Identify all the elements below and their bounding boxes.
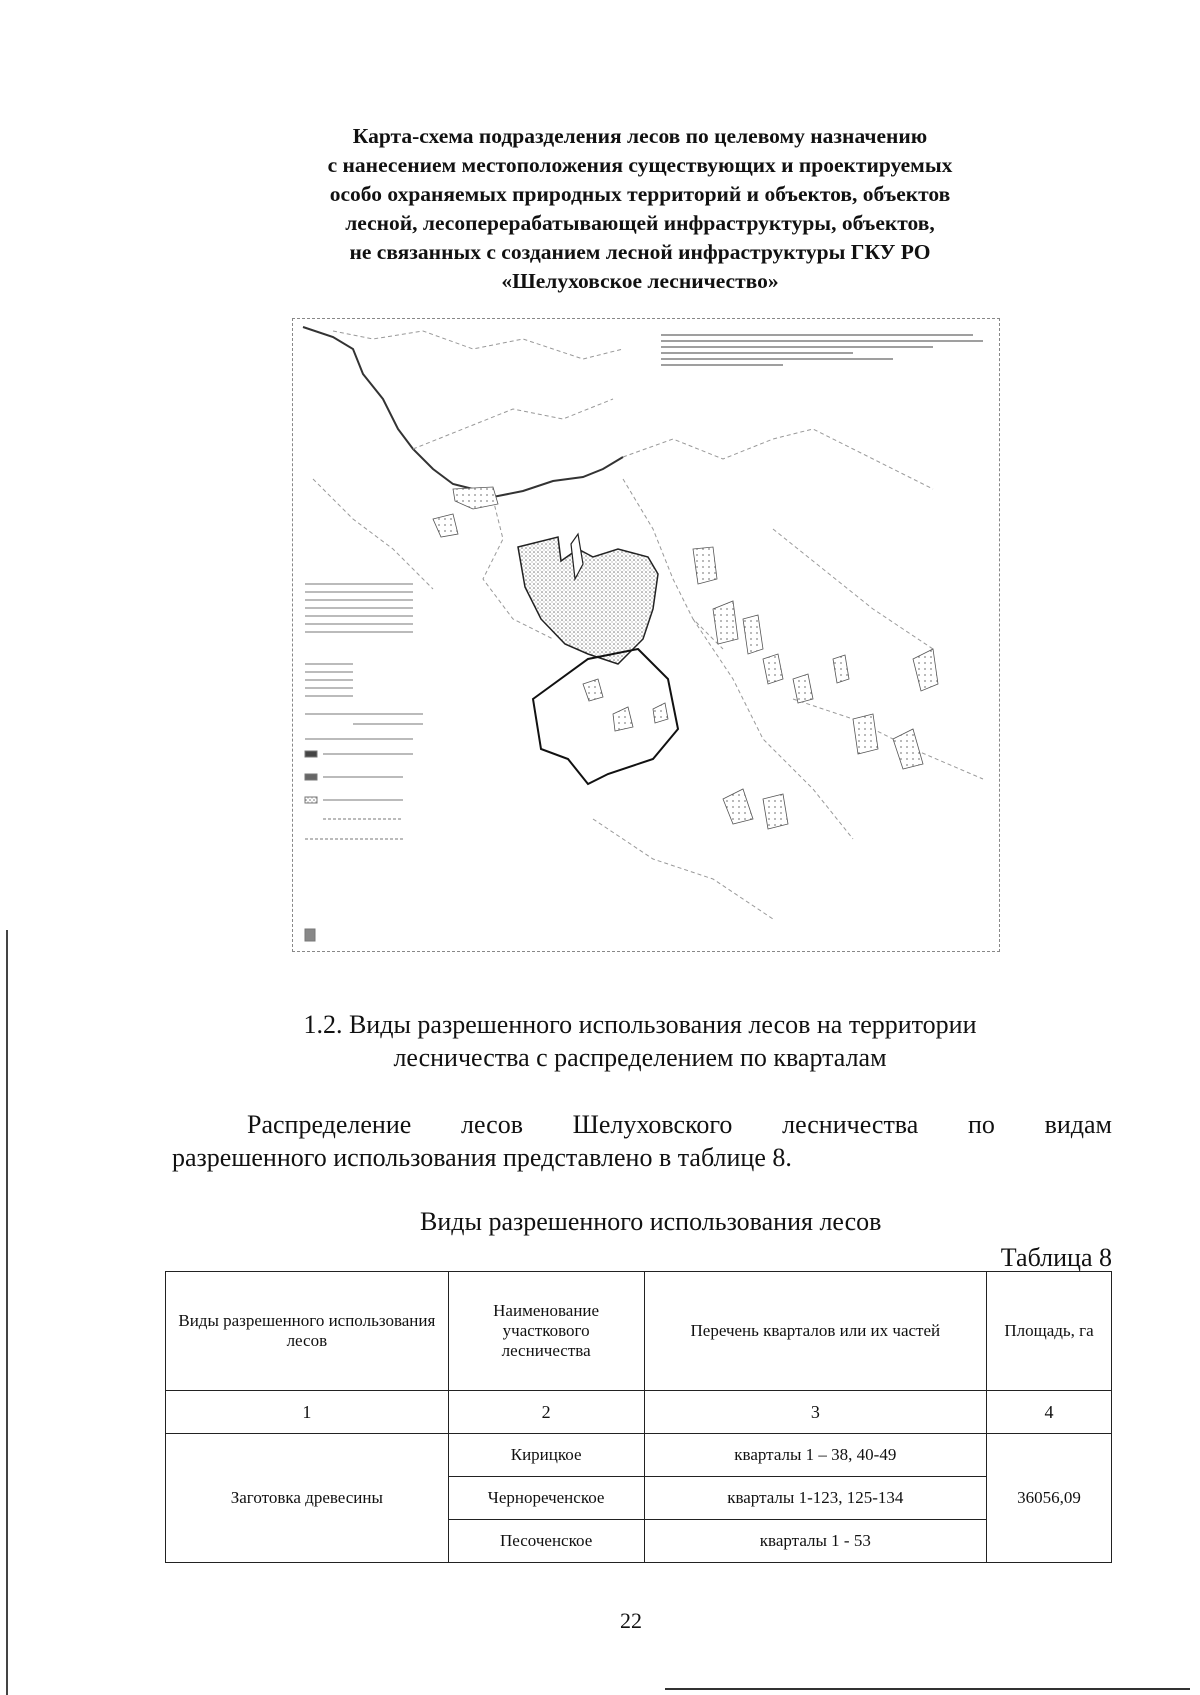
column-number: 2 bbox=[448, 1391, 644, 1434]
district-cell: Кирицкое bbox=[448, 1434, 644, 1477]
column-number: 1 bbox=[166, 1391, 449, 1434]
map-title-line: Карта-схема подразделения лесов по целевому назначению bbox=[352, 124, 928, 148]
table-row bbox=[166, 1434, 1112, 1477]
forest-map-image bbox=[292, 318, 1000, 952]
district-cell: Песоченское bbox=[448, 1520, 644, 1563]
intro-line-2: разрешенного использования представлено в таблице 8. bbox=[172, 1143, 792, 1172]
column-number: 3 bbox=[644, 1391, 987, 1434]
page-number: 22 bbox=[620, 1608, 642, 1633]
intro-line-1: Распределение лесов Шелуховского лесничества по видам bbox=[247, 1110, 1112, 1139]
column-number-row bbox=[166, 1391, 1112, 1434]
river-line bbox=[303, 327, 623, 497]
area-cell: 36056,09 bbox=[987, 1434, 1112, 1563]
quarters-cell: кварталы 1 – 38, 40-49 bbox=[644, 1434, 987, 1477]
header-cell-district: Наименование участкового лесничества bbox=[448, 1272, 644, 1391]
district-cell: Чернореченское bbox=[448, 1477, 644, 1520]
quarters-cell: кварталы 1-123, 125-134 bbox=[644, 1477, 987, 1520]
forest-patches bbox=[433, 487, 938, 829]
table-title: Виды разрешенного использования лесов bbox=[420, 1207, 882, 1236]
forest-map-drawing bbox=[293, 319, 999, 951]
map-title-line: особо охраняемых природных территорий и объектов, объектов bbox=[329, 182, 951, 206]
forest-use-table bbox=[165, 1271, 1112, 1563]
header-cell-quarters: Перечень кварталов или их частей bbox=[644, 1272, 987, 1391]
table-label: Таблица 8 bbox=[1000, 1243, 1112, 1272]
map-title bbox=[270, 122, 1010, 296]
map-title-line: «Шелуховское лесничество» bbox=[501, 269, 779, 293]
section-heading bbox=[200, 1008, 1080, 1074]
map-title-line: лесной, лесоперерабатывающей инфраструктуры, объектов, bbox=[345, 211, 935, 235]
map-caption bbox=[661, 335, 983, 365]
header-cell-area: Площадь, га bbox=[987, 1272, 1112, 1391]
map-legend bbox=[305, 584, 423, 941]
table-header-row bbox=[166, 1272, 1112, 1391]
intro-paragraph bbox=[172, 1108, 1112, 1174]
header-cell-use-type: Виды разрешенного использования лесов bbox=[166, 1272, 449, 1391]
map-title-line: с нанесением местоположения существующих и проектируемых bbox=[327, 153, 953, 177]
scan-edge-left bbox=[6, 930, 8, 1695]
protected-zone bbox=[518, 537, 658, 664]
section-heading-line: лесничества с распределением по кварталам bbox=[393, 1043, 887, 1072]
quarters-cell: кварталы 1 - 53 bbox=[644, 1520, 987, 1563]
use-type-cell: Заготовка древесины bbox=[166, 1434, 449, 1563]
column-number: 4 bbox=[987, 1391, 1112, 1434]
section-heading-line: 1.2. Виды разрешенного использования лесов на территории bbox=[303, 1010, 977, 1039]
scan-edge-bottom bbox=[665, 1688, 1190, 1690]
map-title-line: не связанных с созданием лесной инфраструктуры ГКУ РО bbox=[349, 240, 931, 264]
